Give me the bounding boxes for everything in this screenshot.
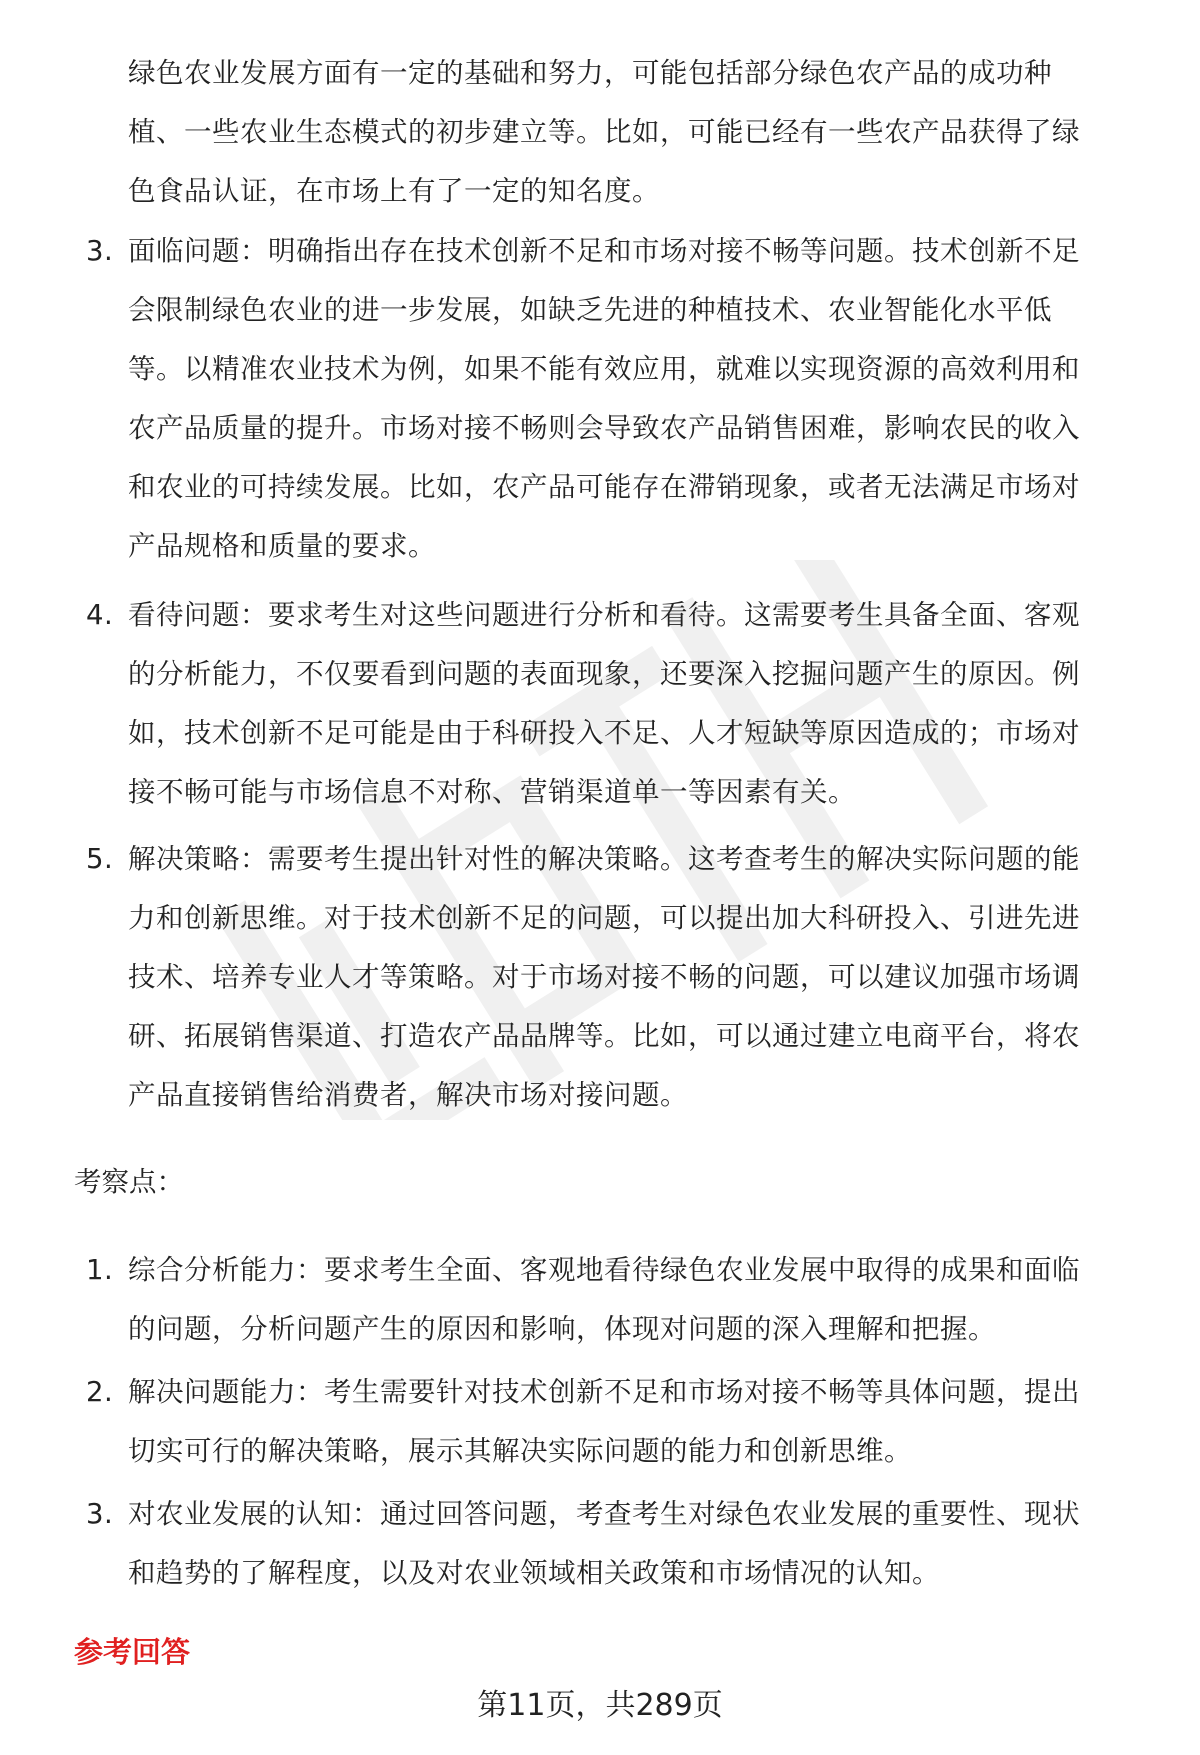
text-line: 看待问题：要求考生对这些问题进行分析和看待。这需要考生具备全面、客观 xyxy=(128,599,1080,631)
text-line: 等。以精准农业技术为例，如果不能有效应用，就难以实现资源的高效利用和 xyxy=(128,353,1080,385)
text-line: 接不畅可能与市场信息不对称、营销渠道单一等因素有关。 xyxy=(128,776,856,808)
text-line: 绿色农业发展方面有一定的基础和努力，可能包括部分绿色农产品的成功种 xyxy=(128,57,1052,89)
reference-answer-heading: 参考回答 xyxy=(74,1635,191,1669)
text-line: 如，技术创新不足可能是由于科研投入不足、人才短缺等原因造成的；市场对 xyxy=(128,717,1080,749)
list-item-text xyxy=(128,222,1146,576)
list-item-text xyxy=(128,1241,1146,1359)
text-line: 研、拓展销售渠道、打造农产品品牌等。比如，可以通过建立电商平台，将农 xyxy=(128,1020,1080,1052)
text-line: 农产品质量的提升。市场对接不畅则会导致农产品销售困难，影响农民的收入 xyxy=(128,412,1080,444)
list-item-text xyxy=(128,586,1146,822)
list-number: 3. xyxy=(86,1498,114,1530)
text-line: 面临问题：明确指出存在技术创新不足和市场对接不畅等问题。技术创新不足 xyxy=(128,235,1080,267)
text-line: 力和创新思维。对于技术创新不足的问题，可以提出加大科研投入、引进先进 xyxy=(128,902,1080,934)
list-item-text xyxy=(128,1363,1146,1481)
text-line: 和趋势的了解程度，以及对农业领域相关政策和市场情况的认知。 xyxy=(128,1557,940,1589)
list-item xyxy=(86,222,1146,576)
text-line: 植、一些农业生态模式的初步建立等。比如，可能已经有一些农产品获得了绿 xyxy=(128,116,1080,148)
text-line: 解决策略：需要考生提出针对性的解决策略。这考查考生的解决实际问题的能 xyxy=(128,843,1080,875)
list-item-text xyxy=(128,830,1146,1125)
text-line: 和农业的可持续发展。比如，农产品可能存在滞销现象，或者无法满足市场对 xyxy=(128,471,1080,503)
text-line: 产品规格和质量的要求。 xyxy=(128,530,436,562)
list-item xyxy=(86,830,1146,1125)
list-item xyxy=(86,586,1146,822)
text-line: 的分析能力，不仅要看到问题的表面现象，还要深入挖掘问题产生的原因。例 xyxy=(128,658,1080,690)
list-number: 5. xyxy=(86,843,114,875)
text-line: 色食品认证，在市场上有了一定的知名度。 xyxy=(128,175,660,207)
list-item xyxy=(86,1241,1146,1359)
text-line: 技术、培养专业人才等策略。对于市场对接不畅的问题，可以建议加强市场调 xyxy=(128,961,1080,993)
text-line: 会限制绿色农业的进一步发展，如缺乏先进的种植技术、农业智能化水平低 xyxy=(128,294,1052,326)
list-number: 2. xyxy=(86,1376,114,1408)
list-number: 4. xyxy=(86,599,114,631)
list-item xyxy=(86,1363,1146,1481)
text-line: 的问题，分析问题产生的原因和影响，体现对问题的深入理解和把握。 xyxy=(128,1313,996,1345)
text-line: 解决问题能力：考生需要针对技术创新不足和市场对接不畅等具体问题，提出 xyxy=(128,1376,1080,1408)
list-number: 1. xyxy=(86,1254,114,1286)
text-line: 切实可行的解决策略，展示其解决实际问题的能力和创新思维。 xyxy=(128,1435,912,1467)
list-item-text xyxy=(128,1485,1146,1603)
list-number: 3. xyxy=(86,235,114,267)
list-item xyxy=(86,1485,1146,1603)
text-line: 对农业发展的认知：通过回答问题，考查考生对绿色农业发展的重要性、现状 xyxy=(128,1498,1080,1530)
text-line: 综合分析能力：要求考生全面、客观地看待绿色农业发展中取得的成果和面临 xyxy=(128,1254,1080,1286)
page-number: 第11页，共289页 xyxy=(477,1688,723,1723)
section-heading: 考察点： xyxy=(74,1166,184,1198)
text-line: 产品直接销售给消费者，解决市场对接问题。 xyxy=(128,1079,688,1111)
